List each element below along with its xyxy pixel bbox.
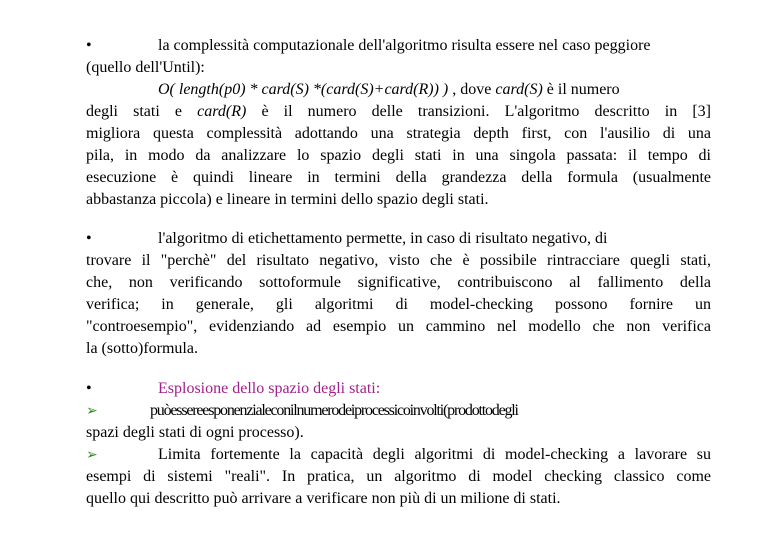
paragraph-text: (quello dell'Until): bbox=[86, 59, 205, 76]
paragraph-line: esecuzione è quindi lineare in termini della grandezza della formula (usualmente bbox=[86, 169, 711, 186]
paragraph-text: Limita fortemente la capacità degli algoritmi di model-checking a lavorare su bbox=[158, 446, 711, 463]
formula-term: card(S) bbox=[495, 81, 543, 98]
paragraph-text: , dove bbox=[452, 81, 496, 98]
paragraph-line: verifica; in generale, gli algoritmi di model-checking possono fornire un bbox=[86, 296, 711, 313]
formula-term: card(R) bbox=[197, 103, 247, 120]
paragraph-line: che, non verificando sottoformule significative, contribuiscono al fallimento della bbox=[86, 274, 711, 291]
complexity-paragraph bbox=[86, 35, 711, 211]
paragraph-text: è il numero delle transizioni. L'algoritmo descritto in [3] bbox=[246, 103, 711, 120]
paragraph-line: esempi di sistemi "reali". In pratica, un algoritmo di model checking classico come bbox=[86, 468, 711, 485]
bullet-line bbox=[86, 35, 711, 57]
paragraph-line: "controesempio", evidenziando ad esempio un cammino nel modello che non verifica bbox=[86, 318, 711, 335]
bullet-line bbox=[86, 228, 711, 250]
paragraph-line: abbastanza piccola) e lineare in termini dello spazio degli stati. bbox=[86, 191, 489, 208]
paragraph-line: trovare il "perchè" del risultato negativo, visto che è possibile rintracciare quegli stati, bbox=[86, 252, 711, 269]
section-heading: Esplosione dello spazio degli stati: bbox=[158, 380, 381, 397]
paragraph-text: la complessità computazionale dell'algoritmo risulta essere nel caso peggiore bbox=[158, 37, 651, 54]
arrow-line bbox=[86, 400, 711, 422]
formula-line bbox=[86, 79, 711, 101]
arrow-bullet-icon: ➢ bbox=[86, 447, 98, 463]
paragraph-line: spazi degli stati di ogni processo). bbox=[86, 424, 304, 441]
arrow-bullet-icon: ➢ bbox=[86, 403, 98, 419]
bullet-icon: • bbox=[86, 37, 92, 54]
paragraph-line bbox=[86, 101, 711, 123]
paragraph-text: puòessereesponenzialeconilnumerodeiprocessicoinvolti(prodottodegli bbox=[150, 402, 518, 419]
complexity-formula: O( length(p0) * card(S) *(card(S)+card(R)) ) bbox=[158, 81, 453, 98]
bullet-icon: • bbox=[86, 230, 92, 247]
state-explosion-section bbox=[86, 378, 711, 510]
paragraph-line: migliora questa complessità adottando una strategia depth first, con l'ausilio di una bbox=[86, 125, 711, 142]
paragraph-text: è il numero bbox=[542, 81, 620, 98]
paragraph-line: pila, in modo da analizzare lo spazio degli stati in una singola passata: il tempo di bbox=[86, 147, 711, 164]
labelling-paragraph bbox=[86, 228, 711, 360]
bullet-icon: • bbox=[86, 380, 92, 397]
paragraph-text: l'algoritmo di etichettamento permette, in caso di risultato negativo, di bbox=[158, 230, 608, 247]
arrow-line bbox=[86, 444, 711, 466]
paragraph-line: quello qui descritto può arrivare a verificare non più di un milione di stati. bbox=[86, 490, 561, 507]
paragraph-text: degli stati e bbox=[86, 103, 198, 120]
bullet-line bbox=[86, 378, 711, 400]
paragraph-line: la (sotto)formula. bbox=[86, 340, 198, 357]
paragraph-line bbox=[86, 57, 711, 79]
